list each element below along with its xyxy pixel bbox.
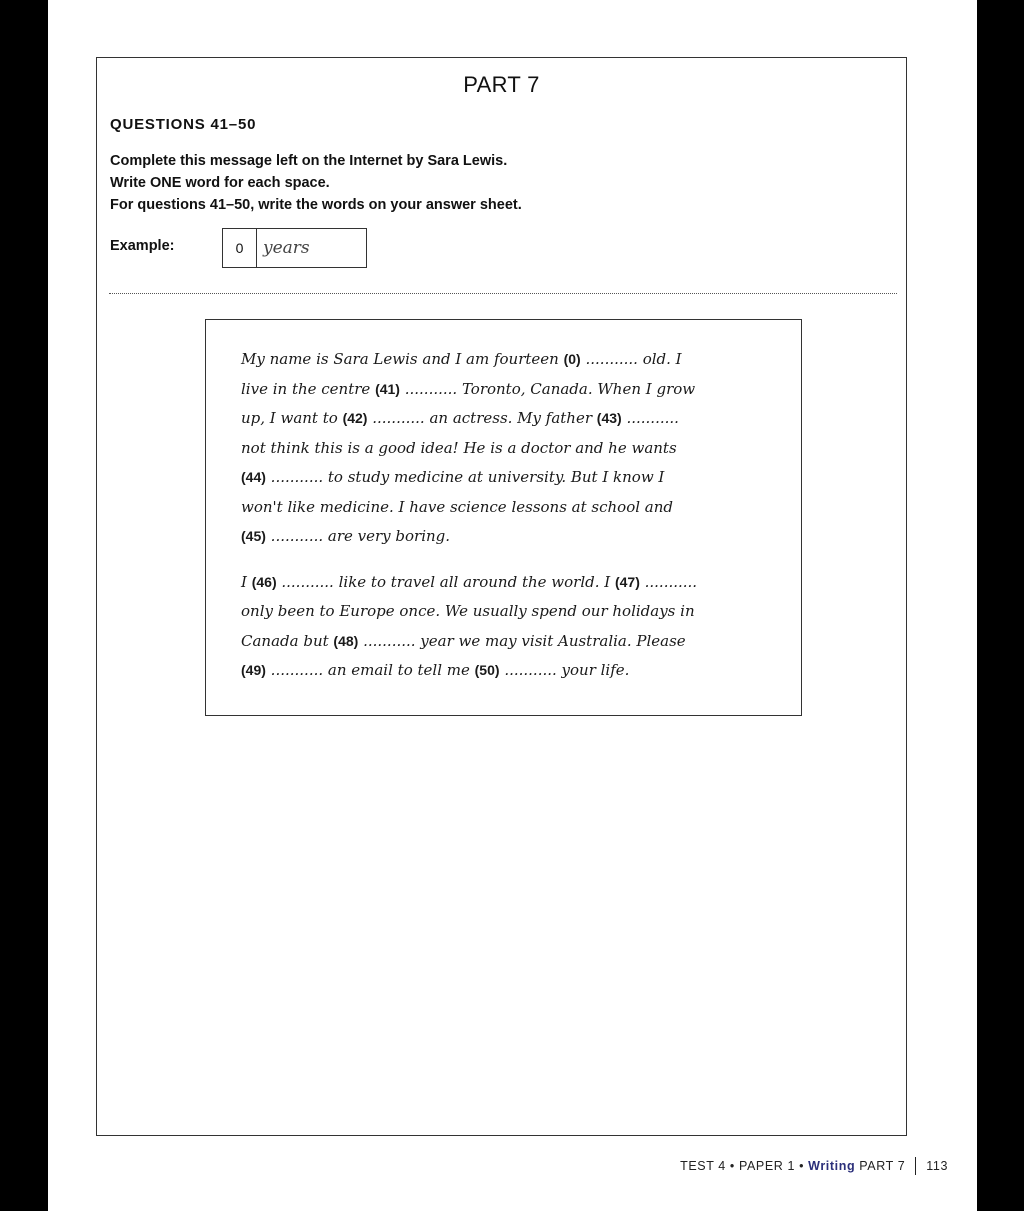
message-box bbox=[205, 319, 802, 716]
message-line bbox=[241, 439, 677, 457]
message-line bbox=[241, 350, 682, 368]
message-text: won't like medicine. I have science lessons at school and bbox=[241, 498, 674, 516]
message-line bbox=[241, 661, 629, 679]
message-line bbox=[241, 632, 686, 650]
example-label: Example: bbox=[110, 238, 175, 254]
page-footer bbox=[680, 1157, 948, 1175]
message-text: ........... an email to tell me bbox=[265, 661, 475, 679]
gap-number: (43) bbox=[596, 410, 622, 426]
message-line bbox=[241, 573, 697, 591]
message-text: only been to Europe once. We usually spend our holidays in bbox=[241, 602, 695, 620]
footer-paper: PAPER 1 bbox=[738, 1159, 796, 1173]
example-number: 0 bbox=[223, 229, 257, 267]
gap-number: (47) bbox=[614, 574, 640, 590]
message-line bbox=[241, 409, 679, 427]
message-line bbox=[241, 527, 450, 545]
message-text: Canada but bbox=[241, 632, 334, 650]
message-text: not think this is a good idea! He is a doctor and he wants bbox=[241, 439, 677, 457]
gap-number: (41) bbox=[375, 381, 400, 397]
document-page bbox=[48, 0, 977, 1211]
message-text: ........... bbox=[639, 573, 698, 591]
instruction-line: Write ONE word for each space. bbox=[110, 175, 330, 191]
gap-number: (49) bbox=[241, 662, 266, 678]
message-text: ........... old. I bbox=[580, 350, 682, 368]
bullet-icon: • bbox=[725, 1159, 739, 1173]
message-line bbox=[241, 602, 695, 620]
message-text: ........... year we may visit Australia. Please bbox=[358, 632, 686, 650]
footer-part: PART 7 bbox=[859, 1159, 906, 1173]
message-text: I bbox=[241, 573, 252, 591]
message-text: ........... to study medicine at university. But I know I bbox=[265, 468, 665, 486]
instruction-line: For questions 41–50, write the words on your answer sheet. bbox=[110, 197, 522, 213]
instruction-line: Complete this message left on the Internet by Sara Lewis. bbox=[110, 153, 508, 169]
gap-number: (44) bbox=[241, 469, 266, 485]
message-text: up, I want to bbox=[241, 409, 343, 427]
message-text: ........... are very boring. bbox=[265, 527, 451, 545]
message-text: ........... bbox=[621, 409, 679, 427]
footer-section: Writing bbox=[808, 1159, 856, 1173]
gap-number: (46) bbox=[251, 574, 277, 590]
message-text: ........... Toronto, Canada. When I grow bbox=[399, 380, 696, 398]
example-answer: years bbox=[263, 238, 310, 258]
message-line bbox=[241, 380, 695, 398]
questions-heading: QUESTIONS 41–50 bbox=[110, 116, 257, 133]
message-text: ........... like to travel all around the world. I bbox=[276, 573, 615, 591]
gap-number: (42) bbox=[342, 410, 368, 426]
message-text: ........... an actress. My father bbox=[367, 409, 597, 427]
gap-number: (0) bbox=[563, 351, 581, 367]
page-number: 113 bbox=[926, 1159, 948, 1173]
bullet-icon: • bbox=[795, 1159, 809, 1173]
footer-separator bbox=[915, 1157, 916, 1175]
dotted-divider bbox=[109, 293, 897, 294]
message-text: My name is Sara Lewis and I am fourteen bbox=[241, 350, 564, 368]
gap-number: (48) bbox=[333, 633, 359, 649]
gap-number: (50) bbox=[474, 662, 500, 678]
exam-frame bbox=[96, 57, 907, 1136]
part-title: PART 7 bbox=[463, 72, 540, 97]
gap-number: (45) bbox=[241, 528, 266, 544]
message-line bbox=[241, 498, 673, 516]
footer-test: TEST 4 bbox=[680, 1159, 726, 1173]
message-text: ........... your life. bbox=[499, 661, 630, 679]
message-text: live in the centre bbox=[241, 380, 376, 398]
message-line bbox=[241, 468, 664, 486]
example-answer-box bbox=[222, 228, 367, 268]
